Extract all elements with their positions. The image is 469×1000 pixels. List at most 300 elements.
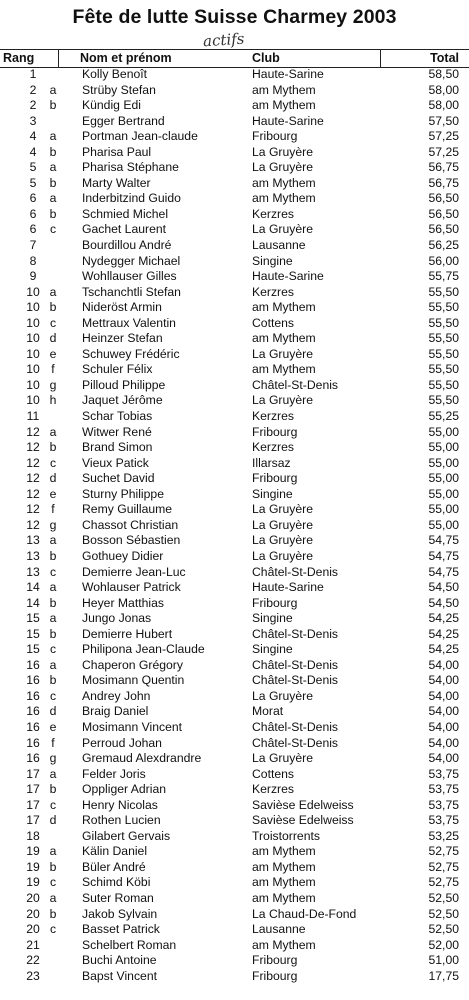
rank-number: 3 bbox=[29, 113, 37, 128]
rank-number: 19 bbox=[26, 844, 40, 859]
total-score: 55,00 bbox=[428, 440, 459, 455]
rank-letter: g bbox=[49, 377, 57, 392]
rank-number: 11 bbox=[26, 409, 40, 424]
table-row bbox=[0, 160, 469, 176]
results-table bbox=[0, 67, 469, 984]
header-divider bbox=[380, 49, 381, 67]
total-score: 55,50 bbox=[428, 331, 459, 346]
table-row bbox=[0, 565, 469, 581]
table-row bbox=[0, 331, 469, 347]
athlete-name: Sturny Philippe bbox=[82, 486, 164, 501]
table-row bbox=[0, 875, 469, 891]
rank-letter: c bbox=[49, 455, 57, 470]
athlete-name: Schuwey Frédéric bbox=[82, 346, 180, 361]
table-row bbox=[0, 425, 469, 441]
rank-number: 13 bbox=[26, 548, 40, 563]
header-total: Total bbox=[430, 51, 459, 65]
table-row bbox=[0, 176, 469, 192]
rank-letter: c bbox=[49, 797, 57, 812]
club-name: am Mythem bbox=[252, 875, 316, 890]
rank-number: 4 bbox=[29, 144, 37, 159]
athlete-name: Pharisa Stéphane bbox=[82, 160, 179, 175]
table-row bbox=[0, 440, 469, 456]
table-row bbox=[0, 829, 469, 845]
rank-number: 10 bbox=[26, 377, 40, 392]
athlete-name: Chassot Christian bbox=[82, 517, 179, 532]
table-row bbox=[0, 207, 469, 223]
rank-letter: a bbox=[49, 580, 57, 595]
table-row bbox=[0, 409, 469, 425]
athlete-name: Inderbitzind Guido bbox=[82, 191, 181, 206]
rank-letter: f bbox=[51, 502, 55, 517]
rank-letter: a bbox=[49, 844, 57, 859]
club-name: Morat bbox=[252, 704, 284, 719]
rank-number: 16 bbox=[26, 735, 40, 750]
athlete-name: Chaperon Grégory bbox=[82, 657, 183, 672]
athlete-name: Wohllauser Gilles bbox=[82, 269, 177, 284]
rank-number: 2 bbox=[29, 82, 37, 97]
total-score: 57,25 bbox=[428, 129, 459, 144]
club-name: Châtel-St-Denis bbox=[252, 719, 339, 734]
club-name: Savièse Edelweiss bbox=[252, 813, 354, 828]
table-row bbox=[0, 844, 469, 860]
athlete-name: Gachet Laurent bbox=[82, 222, 167, 237]
header-divider bbox=[58, 49, 59, 67]
total-score: 54,75 bbox=[428, 533, 459, 548]
rank-number: 10 bbox=[26, 362, 40, 377]
total-score: 52,50 bbox=[428, 890, 459, 905]
rank-number: 6 bbox=[29, 206, 37, 221]
table-row bbox=[0, 673, 469, 689]
rank-letter: a bbox=[49, 657, 57, 672]
club-name: La Gruyère bbox=[252, 688, 313, 703]
athlete-name: Rothen Lucien bbox=[82, 813, 161, 828]
rank-letter: f bbox=[51, 362, 55, 377]
rank-letter: b bbox=[49, 906, 57, 921]
athlete-name: Henry Nicolas bbox=[82, 797, 158, 812]
total-score: 54,00 bbox=[428, 657, 459, 672]
rank-number: 16 bbox=[26, 704, 40, 719]
rank-number: 16 bbox=[26, 657, 40, 672]
table-row bbox=[0, 549, 469, 565]
total-score: 17,75 bbox=[428, 968, 459, 983]
rank-letter: b bbox=[49, 595, 57, 610]
rank-number: 10 bbox=[26, 284, 40, 299]
table-row bbox=[0, 471, 469, 487]
total-score: 54,00 bbox=[428, 688, 459, 703]
table-row bbox=[0, 269, 469, 285]
table-row bbox=[0, 953, 469, 969]
table-row bbox=[0, 254, 469, 270]
athlete-name: Braig Daniel bbox=[82, 704, 149, 719]
rank-letter: c bbox=[49, 315, 57, 330]
rank-number: 21 bbox=[26, 937, 40, 952]
club-name: Haute-Sarine bbox=[252, 269, 324, 284]
club-name: am Mythem bbox=[252, 859, 316, 874]
total-score: 54,25 bbox=[428, 626, 459, 641]
rank-letter: c bbox=[49, 922, 57, 937]
rank-number: 18 bbox=[26, 828, 40, 843]
rank-number: 16 bbox=[26, 751, 40, 766]
club-name: Châtel-St-Denis bbox=[252, 735, 339, 750]
page-title: Fête de lutte Suisse Charmey 2003 bbox=[72, 6, 397, 28]
total-score: 55,50 bbox=[428, 300, 459, 315]
total-score: 55,50 bbox=[428, 346, 459, 361]
table-row bbox=[0, 316, 469, 332]
rank-number: 15 bbox=[26, 611, 40, 626]
rank-number: 20 bbox=[26, 922, 40, 937]
total-score: 53,75 bbox=[428, 782, 459, 797]
total-score: 56,00 bbox=[428, 253, 459, 268]
rank-letter: f bbox=[51, 735, 55, 750]
total-score: 54,50 bbox=[428, 595, 459, 610]
total-score: 53,75 bbox=[428, 766, 459, 781]
club-name: Kerzres bbox=[252, 440, 294, 455]
table-row bbox=[0, 502, 469, 518]
total-score: 53,25 bbox=[428, 828, 459, 843]
rank-number: 1 bbox=[29, 67, 37, 81]
table-row bbox=[0, 611, 469, 627]
club-name: Châtel-St-Denis bbox=[252, 626, 339, 641]
rank-number: 2 bbox=[29, 98, 37, 113]
club-name: am Mythem bbox=[252, 191, 316, 206]
athlete-name: Schar Tobias bbox=[82, 409, 153, 424]
rank-number: 13 bbox=[26, 533, 40, 548]
total-score: 55,00 bbox=[428, 471, 459, 486]
table-row bbox=[0, 98, 469, 114]
rank-letter: a bbox=[49, 533, 57, 548]
rank-number: 19 bbox=[26, 875, 40, 890]
rank-letter: b bbox=[49, 782, 57, 797]
table-row bbox=[0, 751, 469, 767]
club-name: am Mythem bbox=[252, 844, 316, 859]
club-name: Fribourg bbox=[252, 424, 298, 439]
club-name: La Gruyère bbox=[252, 393, 313, 408]
rank-letter: c bbox=[49, 875, 57, 890]
rank-letter: d bbox=[49, 471, 57, 486]
rank-number: 7 bbox=[29, 238, 37, 253]
club-name: am Mythem bbox=[252, 82, 316, 97]
rank-number: 14 bbox=[26, 595, 40, 610]
rank-number: 19 bbox=[26, 859, 40, 874]
club-name: am Mythem bbox=[252, 890, 316, 905]
club-name: Haute-Sarine bbox=[252, 113, 324, 128]
rank-letter: d bbox=[49, 331, 57, 346]
header-rang: Rang bbox=[3, 51, 35, 65]
table-row bbox=[0, 362, 469, 378]
table-row bbox=[0, 580, 469, 596]
total-score: 54,25 bbox=[428, 611, 459, 626]
total-score: 54,00 bbox=[428, 704, 459, 719]
club-name: Illarsaz bbox=[252, 455, 291, 470]
athlete-name: Portman Jean-claude bbox=[82, 129, 198, 144]
club-name: am Mythem bbox=[252, 331, 316, 346]
club-name: La Gruyère bbox=[252, 548, 313, 563]
rank-letter: a bbox=[49, 611, 57, 626]
rank-letter: g bbox=[49, 751, 57, 766]
rank-number: 5 bbox=[29, 175, 37, 190]
table-row bbox=[0, 782, 469, 798]
club-name: Kerzres bbox=[252, 206, 294, 221]
athlete-name: Jungo Jonas bbox=[82, 611, 152, 626]
rank-number: 10 bbox=[26, 300, 40, 315]
rank-number: 6 bbox=[29, 191, 37, 206]
rank-letter: b bbox=[49, 548, 57, 563]
club-name: Singine bbox=[252, 253, 293, 268]
table-row bbox=[0, 487, 469, 503]
table-row bbox=[0, 378, 469, 394]
total-score: 55,00 bbox=[428, 455, 459, 470]
club-name: La Gruyère bbox=[252, 502, 313, 517]
total-score: 55,50 bbox=[428, 393, 459, 408]
club-name: Haute-Sarine bbox=[252, 67, 324, 81]
athlete-name: Wohlauser Patrick bbox=[82, 580, 181, 595]
total-score: 52,50 bbox=[428, 906, 459, 921]
rank-letter: a bbox=[49, 82, 57, 97]
club-name: Châtel-St-Denis bbox=[252, 657, 339, 672]
athlete-name: Gilabert Gervais bbox=[82, 828, 171, 843]
athlete-name: Mosimann Vincent bbox=[82, 719, 183, 734]
rank-letter: e bbox=[49, 346, 57, 361]
rank-number: 16 bbox=[26, 688, 40, 703]
club-name: am Mythem bbox=[252, 362, 316, 377]
total-score: 55,00 bbox=[428, 517, 459, 532]
total-score: 56,50 bbox=[428, 206, 459, 221]
club-name: La Gruyère bbox=[252, 346, 313, 361]
rank-letter: b bbox=[49, 206, 57, 221]
table-row bbox=[0, 798, 469, 814]
rank-letter: d bbox=[49, 813, 57, 828]
total-score: 58,00 bbox=[428, 82, 459, 97]
table-row bbox=[0, 922, 469, 938]
club-name: Singine bbox=[252, 642, 293, 657]
athlete-name: Mosimann Quentin bbox=[82, 673, 185, 688]
table-row bbox=[0, 658, 469, 674]
table-row bbox=[0, 938, 469, 954]
club-name: am Mythem bbox=[252, 175, 316, 190]
table-row bbox=[0, 300, 469, 316]
athlete-name: Heyer Matthias bbox=[82, 595, 164, 610]
club-name: Lausanne bbox=[252, 238, 306, 253]
total-score: 55,00 bbox=[428, 486, 459, 501]
rank-number: 20 bbox=[26, 890, 40, 905]
rank-number: 16 bbox=[26, 719, 40, 734]
athlete-name: Schelbert Roman bbox=[82, 937, 177, 952]
rank-number: 12 bbox=[26, 440, 40, 455]
athlete-name: Heinzer Stefan bbox=[82, 331, 163, 346]
rank-letter: b bbox=[49, 144, 57, 159]
rank-number: 17 bbox=[26, 813, 40, 828]
rank-number: 17 bbox=[26, 797, 40, 812]
club-name: Châtel-St-Denis bbox=[252, 564, 339, 579]
rank-letter: c bbox=[49, 564, 57, 579]
athlete-name: Jaquet Jérôme bbox=[82, 393, 163, 408]
club-name: Fribourg bbox=[252, 129, 298, 144]
rank-number: 12 bbox=[26, 455, 40, 470]
rank-letter: b bbox=[49, 175, 57, 190]
club-name: Fribourg bbox=[252, 953, 298, 968]
total-score: 54,25 bbox=[428, 642, 459, 657]
total-score: 51,00 bbox=[428, 953, 459, 968]
rank-number: 10 bbox=[26, 315, 40, 330]
club-name: La Gruyère bbox=[252, 751, 313, 766]
total-score: 54,00 bbox=[428, 719, 459, 734]
table-row bbox=[0, 222, 469, 238]
rank-letter: a bbox=[49, 160, 57, 175]
rank-letter: g bbox=[49, 517, 57, 532]
table-row bbox=[0, 907, 469, 923]
table-row bbox=[0, 891, 469, 907]
athlete-name: Perroud Johan bbox=[82, 735, 162, 750]
athlete-name: Felder Joris bbox=[82, 766, 146, 781]
rank-number: 17 bbox=[26, 766, 40, 781]
athlete-name: Brand Simon bbox=[82, 440, 153, 455]
rank-number: 12 bbox=[26, 502, 40, 517]
table-row bbox=[0, 689, 469, 705]
total-score: 58,00 bbox=[428, 98, 459, 113]
total-score: 55,50 bbox=[428, 362, 459, 377]
table-row bbox=[0, 238, 469, 254]
total-score: 55,00 bbox=[428, 502, 459, 517]
athlete-name: Bosson Sébastien bbox=[82, 533, 181, 548]
total-score: 53,75 bbox=[428, 797, 459, 812]
athlete-name: Schuler Félix bbox=[82, 362, 153, 377]
table-row bbox=[0, 129, 469, 145]
athlete-name: Kündig Edi bbox=[82, 98, 141, 113]
total-score: 55,50 bbox=[428, 315, 459, 330]
athlete-name: Bourdillou André bbox=[82, 238, 172, 253]
athlete-name: Suter Roman bbox=[82, 890, 154, 905]
table-row bbox=[0, 145, 469, 161]
table-row bbox=[0, 969, 469, 985]
rank-letter: a bbox=[49, 284, 57, 299]
club-name: La Gruyère bbox=[252, 533, 313, 548]
club-name: Singine bbox=[252, 611, 293, 626]
total-score: 54,75 bbox=[428, 548, 459, 563]
club-name: Fribourg bbox=[252, 471, 298, 486]
table-row bbox=[0, 767, 469, 783]
club-name: Fribourg bbox=[252, 595, 298, 610]
club-name: Kerzres bbox=[252, 409, 294, 424]
club-name: Kerzres bbox=[252, 782, 294, 797]
total-score: 57,50 bbox=[428, 113, 459, 128]
total-score: 52,75 bbox=[428, 875, 459, 890]
rank-letter: e bbox=[49, 486, 57, 501]
club-name: Cottens bbox=[252, 766, 295, 781]
athlete-name: Buchi Antoine bbox=[82, 953, 157, 968]
club-name: Châtel-St-Denis bbox=[252, 673, 339, 688]
athlete-name: Suchet David bbox=[82, 471, 155, 486]
club-name: Singine bbox=[252, 486, 293, 501]
table-row bbox=[0, 736, 469, 752]
table-row bbox=[0, 860, 469, 876]
handwritten-annotation: actifs bbox=[202, 29, 245, 51]
athlete-name: Büler André bbox=[82, 859, 146, 874]
club-name: La Gruyère bbox=[252, 517, 313, 532]
table-row bbox=[0, 347, 469, 363]
rank-number: 9 bbox=[29, 269, 37, 284]
club-name: La Gruyère bbox=[252, 160, 313, 175]
rank-number: 14 bbox=[26, 580, 40, 595]
table-header bbox=[0, 49, 469, 68]
rank-number: 12 bbox=[26, 517, 40, 532]
club-name: am Mythem bbox=[252, 937, 316, 952]
rank-number: 5 bbox=[29, 160, 37, 175]
athlete-name: Witwer René bbox=[82, 424, 152, 439]
athlete-name: Andrey John bbox=[82, 688, 151, 703]
total-score: 55,50 bbox=[428, 284, 459, 299]
rank-letter: c bbox=[49, 642, 57, 657]
rank-letter: a bbox=[49, 424, 57, 439]
athlete-name: Egger Bertrand bbox=[82, 113, 165, 128]
club-name: Kerzres bbox=[252, 284, 294, 299]
rank-letter: b bbox=[49, 673, 57, 688]
total-score: 56,75 bbox=[428, 160, 459, 175]
table-row bbox=[0, 191, 469, 207]
rank-number: 12 bbox=[26, 424, 40, 439]
athlete-name: Schimd Köbi bbox=[82, 875, 151, 890]
athlete-name: Nideröst Armin bbox=[82, 300, 162, 315]
rank-number: 10 bbox=[26, 331, 40, 346]
athlete-name: Remy Guillaume bbox=[82, 502, 173, 517]
club-name: La Gruyère bbox=[252, 144, 313, 159]
total-score: 54,75 bbox=[428, 564, 459, 579]
total-score: 54,00 bbox=[428, 673, 459, 688]
total-score: 54,50 bbox=[428, 580, 459, 595]
total-score: 52,00 bbox=[428, 937, 459, 952]
athlete-name: Bapst Vincent bbox=[82, 968, 157, 983]
total-score: 56,75 bbox=[428, 175, 459, 190]
total-score: 55,25 bbox=[428, 409, 459, 424]
club-name: am Mythem bbox=[252, 300, 316, 315]
rank-number: 8 bbox=[29, 253, 37, 268]
header-club: Club bbox=[252, 51, 280, 65]
athlete-name: Gremaud Alexdrandre bbox=[82, 751, 202, 766]
rank-letter: a bbox=[49, 890, 57, 905]
athlete-name: Marty Walter bbox=[82, 175, 151, 190]
rank-letter: c bbox=[49, 688, 57, 703]
total-score: 55,75 bbox=[428, 269, 459, 284]
club-name: Châtel-St-Denis bbox=[252, 377, 339, 392]
rank-number: 13 bbox=[26, 564, 40, 579]
total-score: 55,00 bbox=[428, 424, 459, 439]
rank-letter: e bbox=[49, 719, 57, 734]
club-name: Troistorrents bbox=[252, 828, 320, 843]
rank-number: 12 bbox=[26, 471, 40, 486]
athlete-name: Strüby Stefan bbox=[82, 82, 156, 97]
rank-number: 17 bbox=[26, 782, 40, 797]
athlete-name: Pilloud Philippe bbox=[82, 377, 166, 392]
rank-letter: b bbox=[49, 300, 57, 315]
rank-number: 15 bbox=[26, 626, 40, 641]
table-row bbox=[0, 285, 469, 301]
athlete-name: Gothuey Didier bbox=[82, 548, 164, 563]
athlete-name: Schmied Michel bbox=[82, 206, 169, 221]
athlete-name: Tschanchtli Stefan bbox=[82, 284, 181, 299]
athlete-name: Jakob Sylvain bbox=[82, 906, 158, 921]
total-score: 54,00 bbox=[428, 735, 459, 750]
table-row bbox=[0, 596, 469, 612]
athlete-name: Pharisa Paul bbox=[82, 144, 152, 159]
rank-letter: b bbox=[49, 859, 57, 874]
rank-number: 4 bbox=[29, 129, 37, 144]
club-name: Fribourg bbox=[252, 968, 298, 983]
table-row bbox=[0, 114, 469, 130]
total-score: 52,75 bbox=[428, 844, 459, 859]
rank-number: 10 bbox=[26, 346, 40, 361]
rank-letter: b bbox=[49, 98, 57, 113]
table-row bbox=[0, 456, 469, 472]
